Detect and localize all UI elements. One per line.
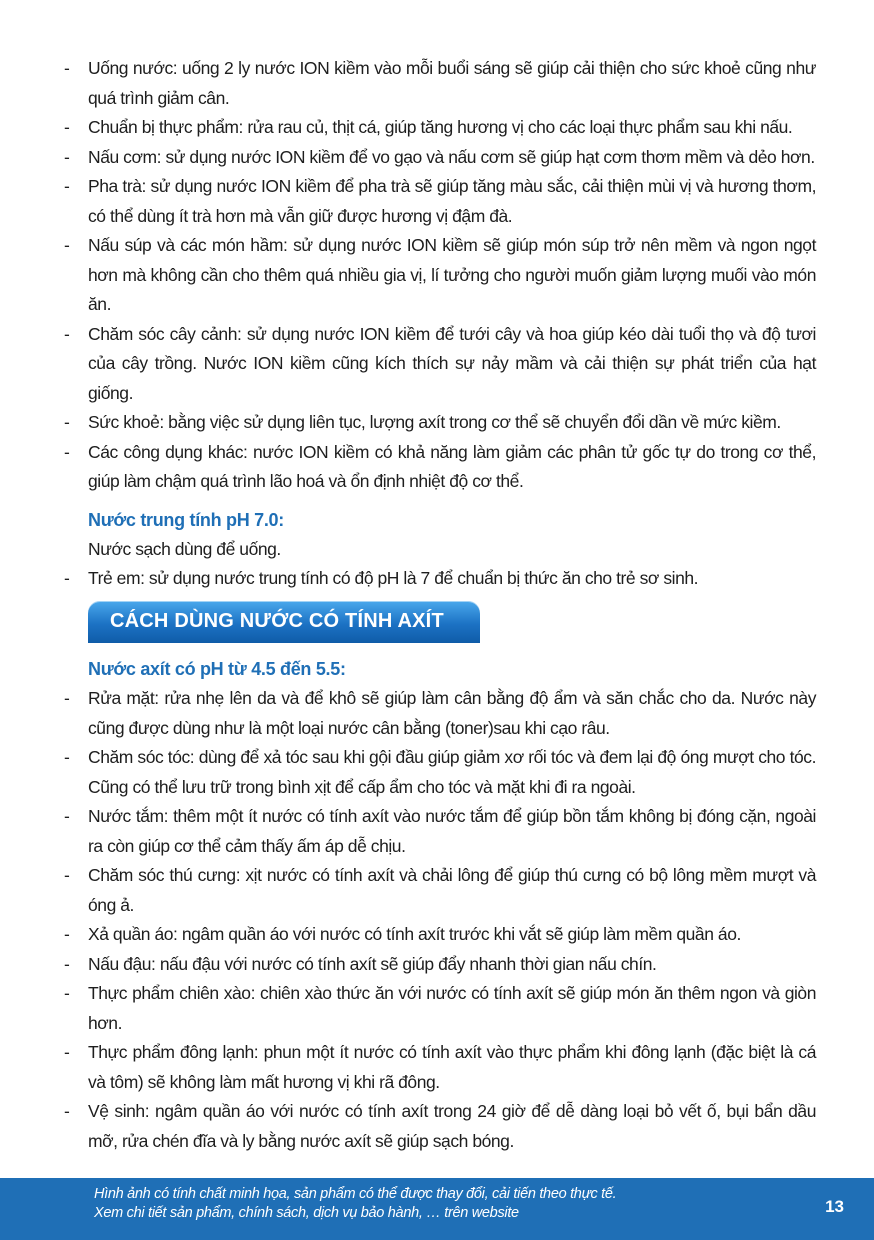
bullet-dash: -: [64, 441, 70, 462]
section-banner-title: CÁCH DÙNG NƯỚC CÓ TÍNH AXÍT: [110, 610, 444, 632]
bullet-dash: -: [64, 568, 70, 588]
bullet-dash: -: [64, 117, 70, 137]
list-item-text: Nấu đậu: nấu đậu với nước có tính axít sẽ giúp đẩy nhanh thời gian nấu chín.: [88, 953, 657, 974]
bullet-dash: -: [64, 865, 70, 885]
neutral-uses-list: [64, 564, 816, 594]
bullet-dash: -: [64, 953, 70, 974]
acid-water-heading: Nước axít có pH từ 4.5 đến 5.5:: [88, 659, 346, 679]
list-item: [64, 1097, 816, 1156]
footer-disclaimer: [94, 1185, 616, 1222]
list-item-text: Xả quần áo: ngâm quần áo với nước có tính axít trước khi vắt sẽ giúp làm mềm quần áo.: [88, 924, 741, 944]
bullet-dash: -: [64, 747, 70, 767]
list-item: [64, 950, 816, 980]
list-item-text: Nấu cơm: sử dụng nước ION kiềm để vo gạo và nấu cơm sẽ giúp hạt cơm thơm mềm và dẻo hơn.: [88, 146, 815, 167]
bullet-dash: -: [64, 412, 70, 432]
section-banner: [88, 601, 480, 643]
bullet-dash: -: [64, 688, 70, 708]
page-footer: [0, 1178, 874, 1240]
footer-line-2: Xem chi tiết sản phẩm, chính sách, dịch vụ bảo hành, … trên website: [94, 1204, 519, 1221]
list-item-text: Nấu súp và các món hầm: sử dụng nước ION kiềm sẽ giúp món súp trở nên mềm và ngon ngọt hơn mà không cần cho thêm quá nhiều gia vị, lí tưởng cho người muốn giảm lượng muối vào món ăn.: [88, 235, 816, 314]
list-item-text: Uống nước: uống 2 ly nước ION kiềm vào mỗi buổi sáng sẽ giúp cải thiện cho sức khoẻ cũng như quá trình giảm cân.: [88, 58, 816, 108]
list-item: [64, 684, 816, 743]
list-item-text: Chăm sóc tóc: dùng để xả tóc sau khi gội đầu giúp giảm xơ rối tóc và đem lại độ óng mượt cho tóc. Cũng có thể lưu trữ trong bình xịt để cấp ẩm cho tóc và mặt khi đi ra ngoài.: [88, 747, 816, 797]
list-item: [64, 861, 816, 920]
list-item-text: Vệ sinh: ngâm quần áo với nước có tính axít trong 24 giờ để dễ dàng loại bỏ vết ố, bụi bẩn dầu mỡ, rửa chén đĩa và ly bằng nước axít sẽ giúp sạch bóng.: [88, 1101, 816, 1151]
bullet-dash: -: [64, 983, 70, 1003]
list-item-text: Trẻ em: sử dụng nước trung tính có độ pH là 7 để chuẩn bị thức ăn cho trẻ sơ sinh.: [88, 568, 699, 588]
list-item: [64, 172, 816, 231]
list-item: [64, 802, 816, 861]
acid-water-section: [64, 654, 816, 1156]
list-item: [64, 408, 816, 438]
bullet-dash: -: [64, 323, 70, 344]
list-item-text: Sức khoẻ: bằng việc sử dụng liên tục, lượng axít trong cơ thể sẽ chuyển đổi dần về mức kiềm.: [88, 412, 781, 432]
bullet-dash: -: [64, 176, 70, 196]
neutral-water-description: Nước sạch dùng để uống.: [88, 538, 281, 559]
list-item: [64, 113, 816, 143]
bullet-dash: -: [64, 235, 70, 255]
list-item-text: Thực phẩm đông lạnh: phun một ít nước có tính axít vào thực phẩm khi đông lạnh (đặc biệt là cá và tôm) sẽ không làm mất hương vị khi rã đông.: [88, 1042, 816, 1092]
acid-uses-list: [64, 684, 816, 1156]
list-item-text: Chăm sóc thú cưng: xịt nước có tính axít và chải lông để giúp thú cưng có bộ lông mềm mượt và óng ả.: [88, 865, 816, 915]
list-item: [64, 438, 816, 497]
list-item: [64, 54, 816, 113]
list-item: [64, 1038, 816, 1097]
list-item-text: Chuẩn bị thực phẩm: rửa rau củ, thịt cá, giúp tăng hương vị cho các loại thực phẩm sau khi nấu.: [88, 117, 793, 137]
bullet-dash: -: [64, 1101, 70, 1121]
alkaline-water-section: [64, 54, 816, 594]
bullet-dash: -: [64, 806, 70, 826]
list-item: [64, 979, 816, 1038]
page-number: 13: [825, 1197, 844, 1216]
list-item: [64, 564, 816, 594]
bullet-dash: -: [64, 924, 70, 944]
list-item: [64, 231, 816, 320]
list-item: [64, 143, 816, 173]
bullet-dash: -: [64, 1042, 70, 1062]
bullet-dash: -: [64, 58, 70, 78]
footer-line-1: Hình ảnh có tính chất minh họa, sản phẩm có thể được thay đổi, cải tiến theo thực tế.: [94, 1186, 617, 1202]
list-item-text: Các công dụng khác: nước ION kiềm có khả năng làm giảm các phân tử gốc tự do trong cơ thể, giúp làm chậm quá trình lão hoá và ổn định nhiệt độ cơ thể.: [88, 441, 816, 491]
list-item-text: Nước tắm: thêm một ít nước có tính axít vào nước tắm để giúp bồn tắm không bị đóng cặn, ngoài ra còn giúp cơ thể cảm thấy ấm áp dễ chịu.: [88, 806, 816, 856]
list-item-text: Thực phẩm chiên xào: chiên xào thức ăn với nước có tính axít sẽ giúp món ăn thêm ngon và giòn hơn.: [88, 983, 816, 1033]
alkaline-uses-list: [64, 54, 816, 497]
list-item-text: Pha trà: sử dụng nước ION kiềm để pha trà sẽ giúp tăng màu sắc, cải thiện mùi vị và hương thơm, có thể dùng ít trà hơn mà vẫn giữ được hương vị đậm đà.: [88, 176, 816, 226]
neutral-water-heading: Nước trung tính pH 7.0:: [88, 509, 284, 530]
list-item-text: Rửa mặt: rửa nhẹ lên da và để khô sẽ giúp làm cân bằng độ ẩm và săn chắc cho da. Nước này cũng được dùng như là một loại nước cân bằng (toner)sau khi cạo râu.: [88, 688, 816, 738]
list-item: [64, 743, 816, 802]
bullet-dash: -: [64, 146, 70, 167]
list-item: [64, 920, 816, 950]
list-item-text: Chăm sóc cây cảnh: sử dụng nước ION kiềm để tưới cây và hoa giúp kéo dài tuổi thọ và độ tươi của cây trồng. Nước ION kiềm cũng kích thích sự nảy mầm và cải thiện sự phát triển của hạt giống.: [88, 323, 816, 403]
list-item: [64, 320, 816, 409]
